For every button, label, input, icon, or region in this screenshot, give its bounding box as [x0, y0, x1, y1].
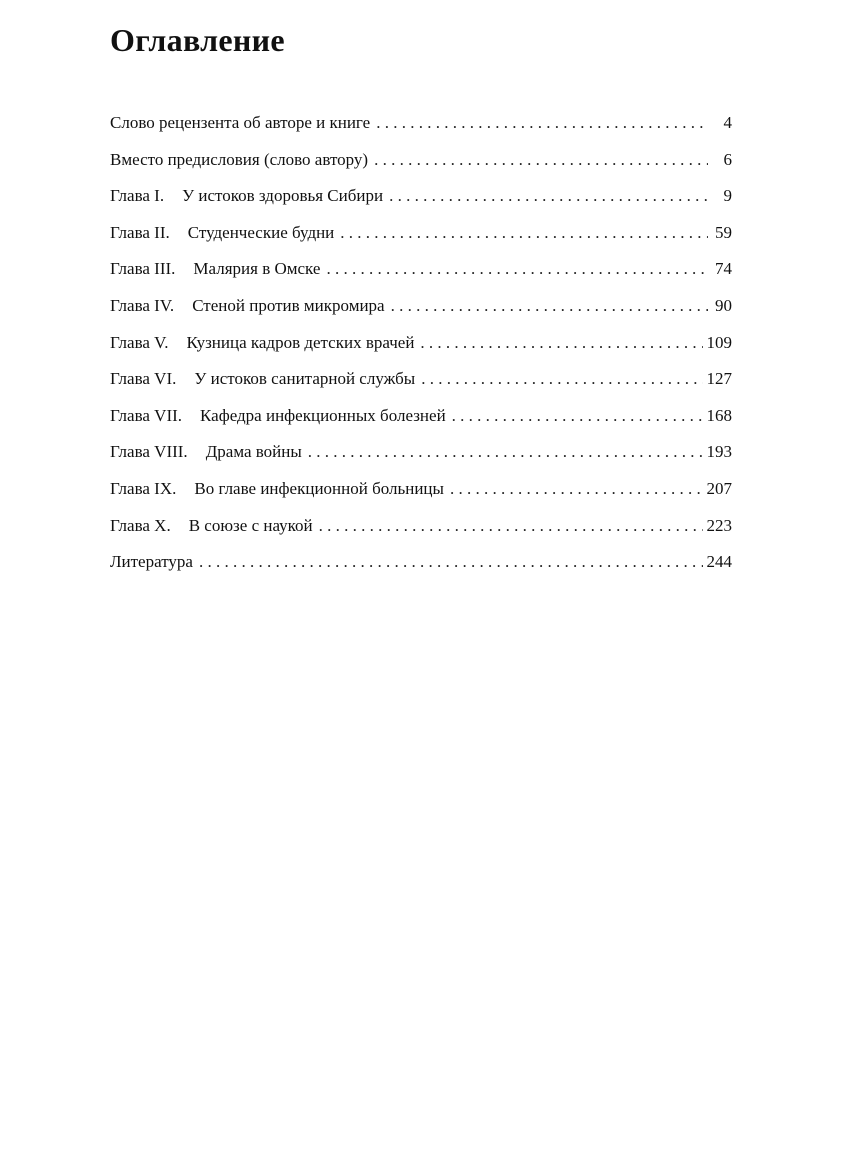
toc-chapter-number: Глава VII. — [110, 405, 183, 425]
toc-entry-text: Стеной против микромира — [192, 295, 385, 315]
toc-page-number: 59 — [715, 222, 732, 242]
toc-dot-leader — [374, 147, 708, 173]
toc-entry — [110, 220, 732, 257]
toc-dot-leader — [376, 110, 708, 136]
toc-entry — [110, 439, 732, 476]
toc-entry-text: Кафедра инфекционных болезней — [200, 405, 446, 425]
toc-entry — [110, 549, 732, 586]
toc-page-number: 193 — [706, 442, 732, 462]
toc-entry — [110, 293, 732, 330]
toc-page-number: 168 — [706, 405, 732, 425]
toc-entry — [110, 330, 732, 367]
toc-entry — [110, 110, 732, 147]
toc-page-number: 4 — [723, 113, 732, 132]
toc-dot-leader — [391, 293, 708, 319]
toc-page-number: 207 — [706, 478, 732, 498]
toc-entry — [110, 147, 732, 184]
toc-chapter-number: Глава IV. — [110, 295, 175, 315]
toc-page-number: 109 — [706, 332, 732, 352]
toc-dot-leader — [389, 183, 708, 209]
toc-dot-leader — [452, 403, 703, 429]
toc-entry — [110, 476, 732, 513]
toc-dot-leader — [326, 256, 708, 282]
toc-chapter-number: Глава III. — [110, 259, 176, 279]
table-of-contents — [110, 110, 732, 586]
page-title: Оглавление — [110, 22, 285, 58]
toc-entry — [110, 403, 732, 440]
toc-page-number: 244 — [706, 552, 732, 572]
toc-entry-text: Драма войны — [205, 442, 302, 462]
toc-chapter-number: Глава VIII. — [110, 442, 188, 462]
toc-dot-leader — [420, 330, 702, 356]
toc-entry-text: Литература — [110, 552, 193, 572]
toc-entry-text: У истоков здоровья Сибири — [182, 186, 384, 206]
toc-chapter-number: Глава IX. — [110, 478, 177, 498]
toc-dot-leader — [308, 439, 703, 465]
toc-dot-leader — [421, 366, 702, 392]
toc-entry — [110, 183, 732, 220]
toc-chapter-number: Глава I. — [110, 186, 165, 206]
toc-entry-text: Во главе инфекционной больницы — [194, 478, 444, 498]
toc-dot-leader — [199, 549, 703, 575]
toc-entry-text: Студенческие будни — [187, 222, 335, 242]
toc-entry — [110, 366, 732, 403]
toc-page-number: 9 — [723, 186, 732, 206]
toc-dot-leader — [340, 220, 708, 246]
toc-dot-leader — [319, 513, 703, 539]
toc-page-number: 223 — [706, 515, 732, 535]
toc-entry — [110, 256, 732, 293]
toc-entry-text: Кузница кадров детских врачей — [186, 332, 415, 352]
toc-entry-text: В союзе с наукой — [188, 515, 313, 535]
toc-chapter-number: Глава X. — [110, 515, 171, 535]
toc-page-number: 90 — [715, 295, 732, 315]
toc-chapter-number: Глава V. — [110, 332, 169, 352]
toc-chapter-number: Глава VI. — [110, 369, 177, 389]
toc-page-number: 127 — [706, 369, 732, 389]
toc-dot-leader — [450, 476, 703, 502]
toc-page-number: 74 — [715, 259, 732, 279]
toc-page-number: 6 — [723, 149, 732, 169]
toc-entry — [110, 513, 732, 550]
toc-entry-text: Слово рецензента об авторе и книге — [110, 113, 371, 132]
toc-entry-text: Малярия в Омске — [193, 259, 321, 279]
toc-entry-text: У истоков санитарной службы — [194, 369, 416, 389]
toc-entry-text: Вместо предисловия (слово автору) — [110, 149, 369, 169]
toc-chapter-number: Глава II. — [110, 222, 170, 242]
